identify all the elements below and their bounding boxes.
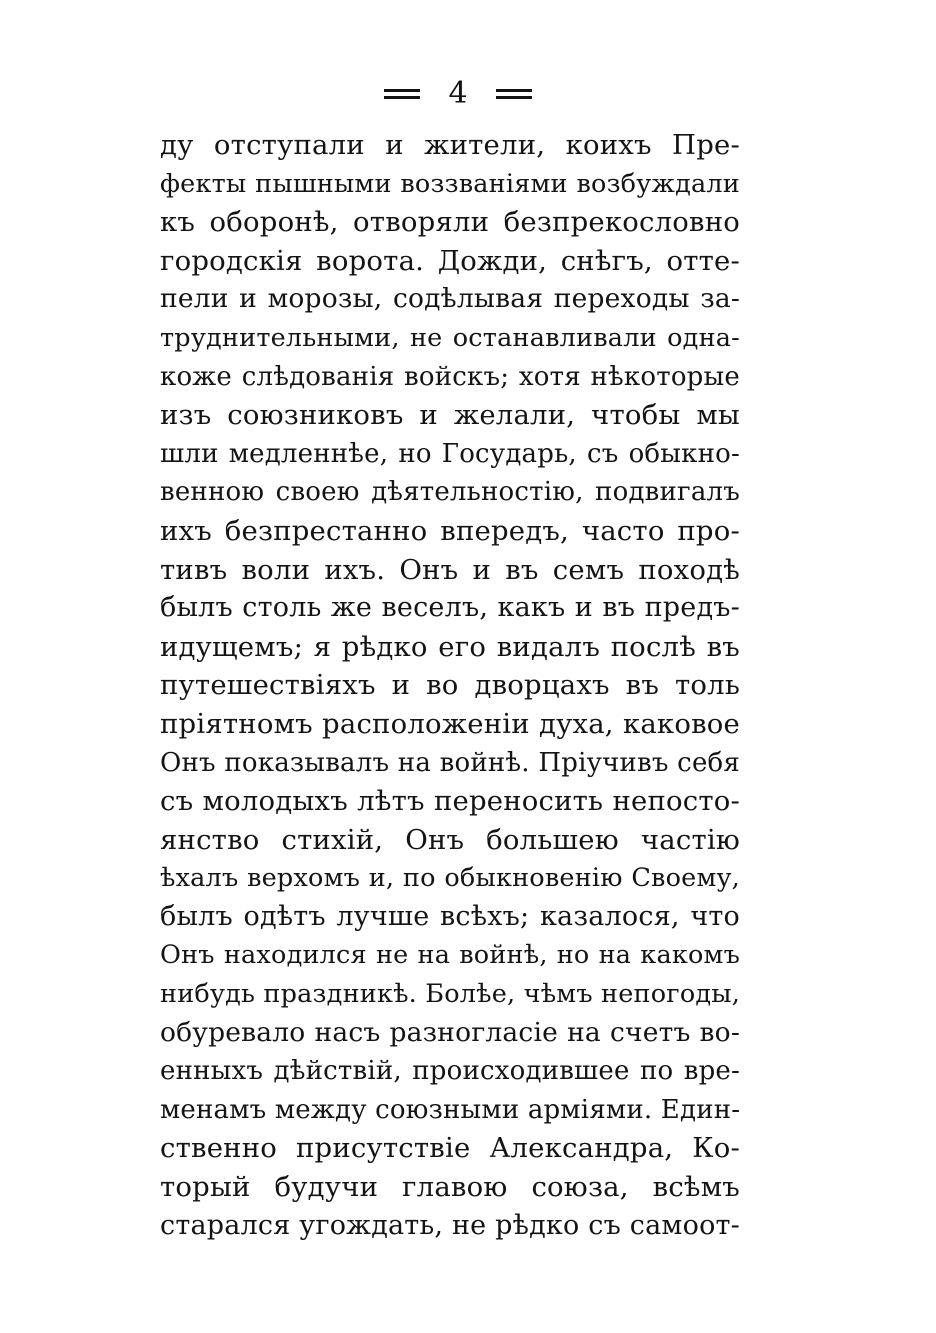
text-line: городскія ворота. Дожди, снѣгъ, отте-	[160, 244, 740, 277]
text-line: ственно присутствіе Александра, Ко-	[160, 1132, 740, 1165]
text-line: съ молодыхъ лѣтъ переносить непосто-	[160, 785, 740, 818]
text-line: труднительными, не останавливали одна-	[160, 322, 740, 353]
page-number: 4	[448, 76, 468, 111]
right-double-rule	[496, 88, 532, 100]
text-line: былъ столь же веселъ, какъ и въ предъ-	[160, 592, 740, 624]
text-line: янство стихій, Онъ большею частію	[160, 823, 740, 856]
text-line: былъ одѣтъ лучше всѣхъ; казалося, что	[160, 900, 740, 932]
text-line: тивъ воли ихъ. Онъ и въ семъ походѣ	[160, 553, 740, 586]
text-line: шли медленнѣе, но Государь, съ обыкно-	[160, 438, 740, 469]
text-line: енныхъ дѣйствій, происходившее по вре-	[160, 1056, 740, 1087]
text-line: Онъ находился не на войнѣ, но на какомъ	[160, 940, 740, 971]
text-line: пріятномъ расположеніи духа, каковое	[160, 707, 740, 740]
page-header	[368, 72, 548, 116]
text-line: пели и морозы, содѣлывая переходы за-	[160, 283, 740, 315]
text-line: ѣхалъ верхомъ и, по обыкновенію Своему,	[160, 863, 740, 894]
text-line: ду отступали и жители, коихъ Пре-	[160, 129, 740, 161]
text-line: путешествіяхъ и во дворцахъ въ толь	[160, 669, 740, 702]
text-line: Онъ показывалъ на войнѣ. Пріучивъ себя	[160, 747, 740, 778]
text-line: старался угождать, не рѣдко съ самоот-	[160, 1209, 740, 1241]
text-line: ихъ безпрестанно впередъ, часто про-	[160, 514, 740, 547]
text-line: коже слѣдованія войскъ; хотя нѣкоторые	[160, 361, 740, 392]
text-line: къ оборонѣ, отворяли безпрекословно	[160, 206, 740, 239]
body-text	[160, 126, 740, 1245]
text-line: фекты пышными воззваніями возбуждали	[160, 168, 740, 199]
left-double-rule	[384, 88, 420, 100]
text-line: идущемъ; я рѣдко его видалъ послѣ въ	[160, 630, 740, 663]
text-line: торый будучи главою союза, всѣмъ	[160, 1171, 740, 1204]
text-line: обуревало насъ разногласіе на счетъ во-	[160, 1016, 740, 1048]
text-line: нибудь праздникѣ. Болѣе, чѣмъ непогоды,	[160, 979, 741, 1010]
text-line: менамъ между союзными арміями. Един-	[160, 1094, 741, 1125]
text-line: венною своею дѣятельностію, подвигалъ	[160, 477, 740, 508]
text-line: изъ союзниковъ и желали, чтобы мы	[160, 399, 740, 432]
